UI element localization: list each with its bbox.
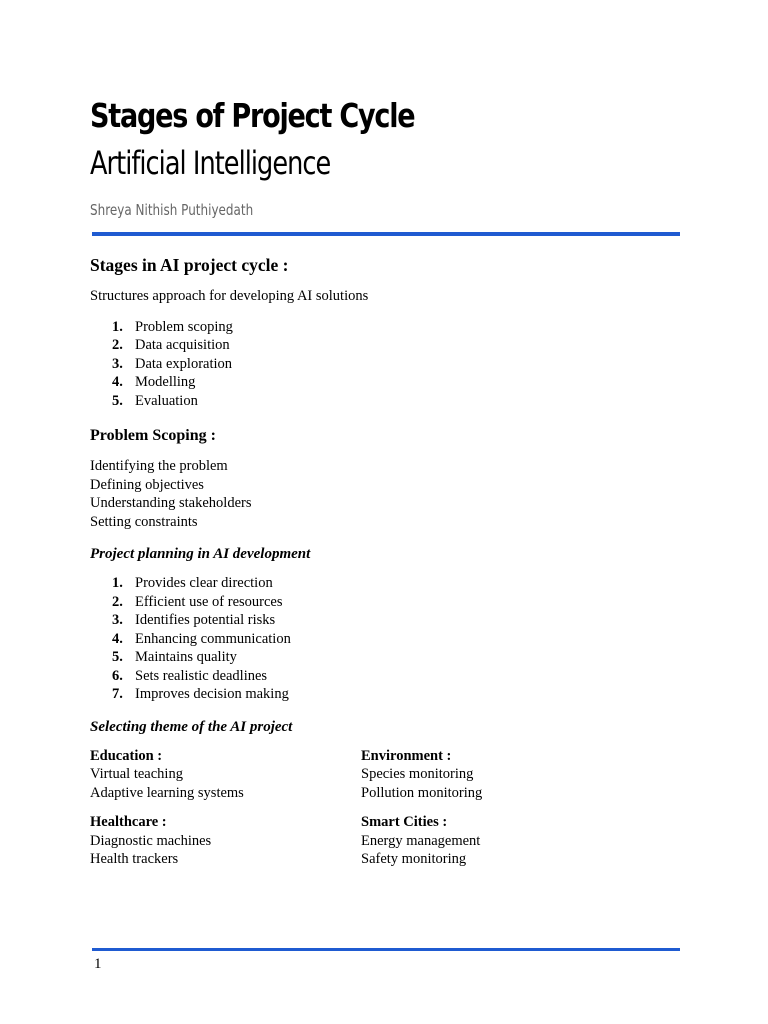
section-heading-themes: Selecting theme of the AI project: [90, 718, 293, 735]
document-body: [90, 252, 690, 869]
list-item: 5. Maintains quality: [112, 649, 237, 665]
theme-item: Energy management: [361, 832, 481, 849]
list-item: 4. Modelling: [112, 374, 196, 390]
header-divider: [92, 232, 680, 236]
theme-title: Education :: [90, 747, 163, 764]
theme-item: Virtual teaching: [90, 766, 183, 782]
list-item: 5. Evaluation: [112, 392, 198, 409]
stages-list: [90, 318, 690, 411]
list-item: 6. Sets realistic deadlines: [112, 667, 268, 684]
author-name: Shreya Nithish Puthiyedath: [90, 201, 254, 219]
problem-scoping-lines: [90, 457, 690, 531]
theme-healthcare: [90, 813, 361, 869]
section-intro: Structures approach for developing AI solutions: [90, 288, 369, 304]
list-item: 4. Enhancing communication: [112, 630, 291, 647]
theme-title: Environment :: [361, 747, 452, 764]
theme-item: Health trackers: [90, 851, 179, 867]
document-subtitle: Artificial Intelligence: [90, 144, 331, 182]
theme-title: Healthcare :: [90, 814, 167, 830]
section-heading-stages: Stages in AI project cycle :: [90, 255, 289, 275]
document-title: Stages of Project Cycle: [90, 96, 415, 135]
list-item: 3. Data exploration: [112, 355, 233, 372]
text-line: Setting constraints: [90, 513, 198, 530]
theme-education: [90, 747, 361, 803]
theme-item: Species monitoring: [361, 766, 474, 782]
page-number: 1: [94, 956, 102, 972]
text-line: Understanding stakeholders: [90, 495, 252, 511]
themes-grid: [90, 747, 690, 869]
list-item: 2. Data acquisition: [112, 337, 230, 353]
theme-item: Safety monitoring: [361, 851, 467, 867]
section-heading-project-planning: Project planning in AI development: [90, 546, 311, 562]
theme-smart-cities: [361, 813, 632, 869]
text-line: Defining objectives: [90, 476, 204, 493]
list-item: 3. Identifies potential risks: [112, 612, 276, 628]
text-line: Identifying the problem: [90, 458, 228, 474]
list-item: 1. Provides clear direction: [112, 575, 273, 591]
theme-environment: [361, 747, 632, 803]
section-heading-problem-scoping: Problem Scoping :: [90, 427, 216, 444]
footer-divider: [92, 948, 680, 951]
list-item: 7. Improves decision making: [112, 686, 289, 702]
planning-list: [90, 574, 690, 704]
theme-item: Diagnostic machines: [90, 832, 212, 849]
theme-item: Adaptive learning systems: [90, 784, 244, 801]
theme-title: Smart Cities :: [361, 814, 448, 830]
list-item: 1. Problem scoping: [112, 318, 233, 335]
list-item: 2. Efficient use of resources: [112, 593, 283, 610]
theme-item: Pollution monitoring: [361, 784, 483, 801]
